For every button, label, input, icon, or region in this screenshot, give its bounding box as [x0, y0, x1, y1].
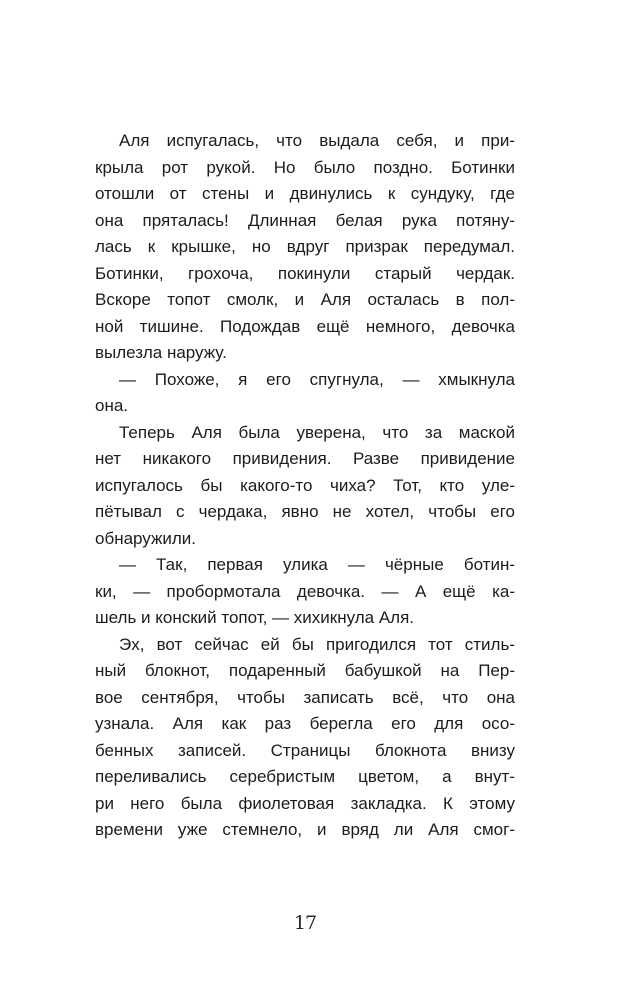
text-line-26: ри него была фиолетовая закладка. К этому — [95, 793, 515, 813]
text-line-20: Эх, вот сейчас ей бы пригодился тот стиль- — [119, 634, 515, 654]
text-line-18: ки, — пробормотала девочка. — А ещё ка- — [95, 581, 515, 601]
text-line-5: лась к крышке, но вдруг призрак передумал. — [95, 237, 515, 256]
text-line-8: ной тишине. Подождав ещё немного, девочка — [95, 316, 515, 336]
text-line-4: она пряталась! Длинная белая рука потяну- — [95, 210, 515, 230]
text-line-21: ный блокнот, подаренный бабушкой на Пер- — [95, 661, 515, 680]
body-text — [95, 128, 515, 844]
text-line-9: вылезла наружу. — [95, 343, 227, 362]
text-line-11: она. — [95, 396, 129, 415]
text-line-3: отошли от стены и двинулись к сундуку, где — [95, 184, 515, 203]
text-line-13: нет никакого привидения. Разве привидение — [95, 449, 515, 468]
text-line-24: бенных записей. Страницы блокнота внизу — [95, 740, 515, 760]
text-line-15: пётывал с чердака, явно не хотел, чтобы его — [95, 502, 515, 521]
text-line-25: переливались серебристым цветом, а внут- — [95, 767, 515, 786]
text-line-23: узнала. Аля как раз берегла его для осо- — [95, 714, 515, 733]
text-line-22: вое сентября, чтобы записать всё, что она — [95, 687, 515, 707]
text-line-6: Ботинки, грохоча, покинули старый чердак. — [95, 263, 515, 283]
text-line-12: Теперь Аля была уверена, что за маской — [119, 422, 515, 442]
text-line-14: испугалось бы какого-то чиха? Тот, кто уле- — [95, 475, 515, 495]
text-line-10: — Похоже, я его спугнула, — хмыкнула — [119, 369, 515, 389]
text-line-27: времени уже стемнело, и вряд ли Аля смог- — [95, 820, 515, 839]
text-line-2: крыла рот рукой. Но было поздно. Ботинки — [95, 157, 515, 177]
text-line-7: Вскоре топот смолк, и Аля осталась в пол- — [95, 290, 515, 309]
page-number: 17 — [293, 912, 317, 934]
text-line-16: обнаружили. — [95, 528, 196, 548]
text-line-1: Аля испугалась, что выдала себя, и при- — [119, 131, 515, 150]
text-line-17: — Так, первая улика — чёрные ботин- — [119, 555, 515, 574]
text-line-19: шель и конский топот, — хихикнула Аля. — [95, 608, 415, 627]
